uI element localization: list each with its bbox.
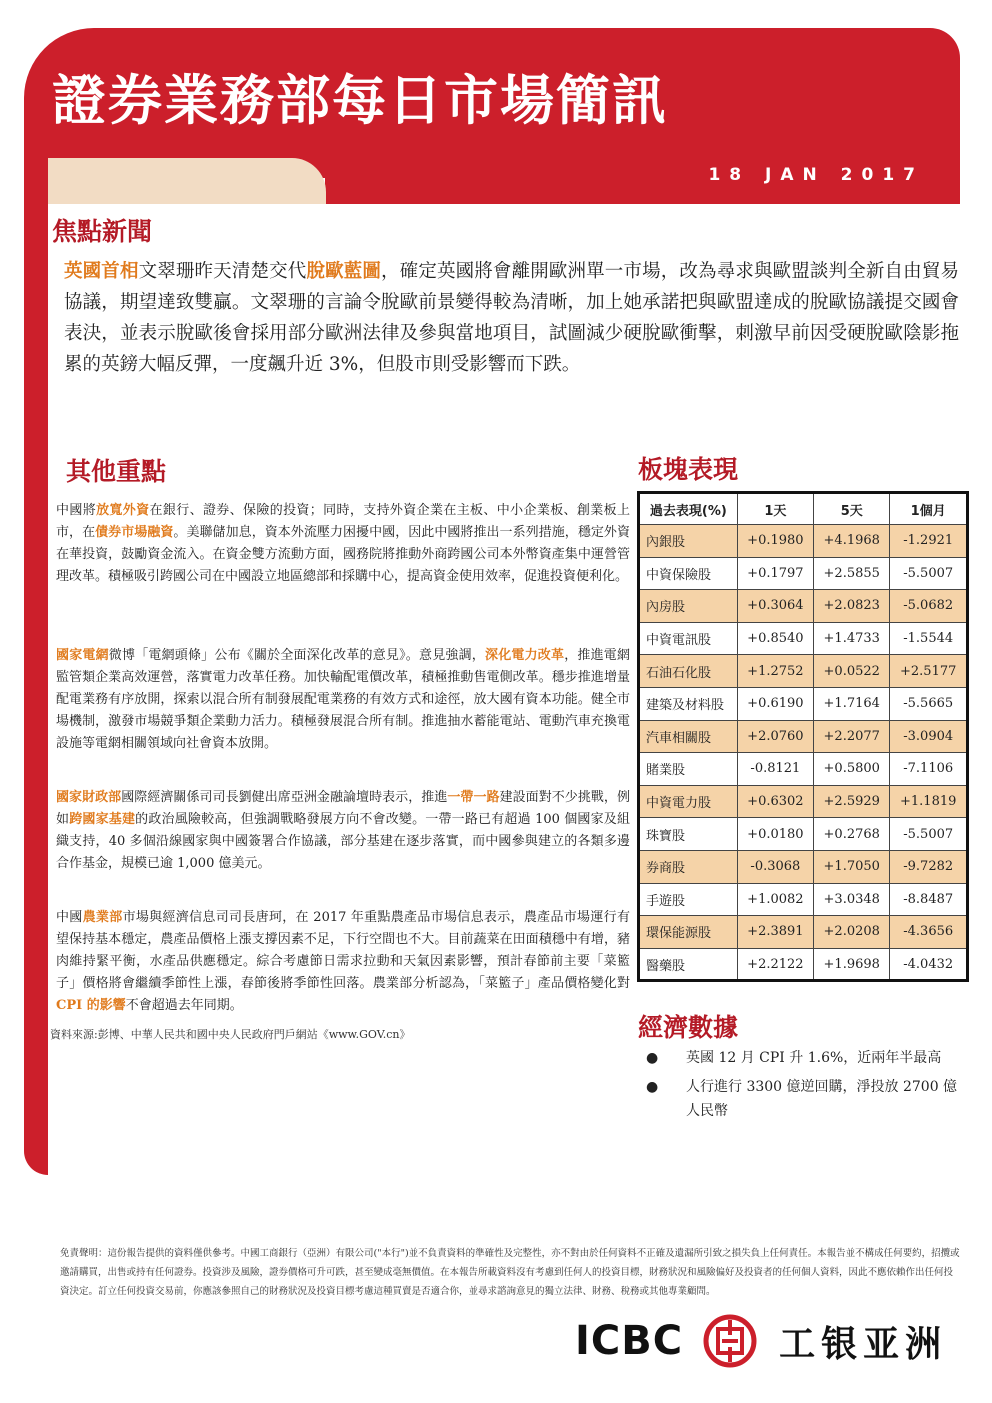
sector-value-cell: +2.5855 <box>814 557 890 590</box>
list-item <box>646 1075 966 1123</box>
header-5d: 5天 <box>814 493 890 525</box>
highlight: 一帶一路 <box>447 790 500 805</box>
text: 在銀行、證券、保險的投資；同時，支持外資企業在主板、中小企業板、創業板上市，在 <box>56 503 630 540</box>
highlight: CPI 的影響 <box>56 998 126 1013</box>
sector-value-cell: -4.0432 <box>890 948 968 981</box>
text: 建設面對不少挑戰，例如 <box>56 790 630 827</box>
page-title: 證券業務部每日市場簡訊 <box>52 69 668 132</box>
sector-name-cell: 內房股 <box>639 590 738 623</box>
sector-value-cell: +2.3891 <box>737 916 813 949</box>
list-item <box>646 1046 966 1070</box>
highlight: 英國首相 <box>64 261 139 282</box>
highlight: 深化電力改革 <box>485 648 565 663</box>
text: 不會超過去年同期。 <box>125 998 243 1013</box>
bullet-icon: ● <box>646 1050 659 1066</box>
sector-value-cell: +1.7164 <box>814 687 890 720</box>
sector-value-cell: +0.1980 <box>737 525 813 558</box>
highlight: 農業部 <box>82 910 123 925</box>
sector-value-cell: -5.5007 <box>890 818 968 851</box>
sector-value-cell: +2.0823 <box>814 590 890 623</box>
table-row <box>639 818 968 851</box>
sector-value-cell: +0.0522 <box>814 655 890 688</box>
text: 中國 <box>56 910 83 925</box>
highlight: 脫歐藍圖 <box>306 261 382 282</box>
sector-value-cell: -3.0904 <box>890 720 968 753</box>
left-accent-bar <box>24 170 48 1175</box>
table-row <box>639 785 968 818</box>
text: 。美聯儲加息，資本外流壓力困擾中國，因此中國將推出一系列措施，穩定外資在華投資，鼓勵資金流入。在資金雙方流動方面，國務院將推動外商跨國公司本外幣資產集中運營管理改革。積極吸引跨國公司在中國設立地區總部和採購中心，提高資金使用效率，促進投資便利化。 <box>56 525 630 584</box>
table-header-row <box>639 493 968 525</box>
disclaimer: 免責聲明：這份報告提供的資料僅供參考。中國工商銀行（亞洲）有限公司("本行")並不負責資料的準確性及完整性，亦不對由於任何資料不正確及遺漏所引致之損失負上任何責任。本報告並不構成任何要約，招攬或邀請購買，出售或持有任何證券。投資涉及風險，證券價格可升可跌，甚至變成毫無價值。在本報告所載資料沒有考慮到任何人的投資目標，財務狀況和風險偏好及投資者的任何個人資料，因此不應依賴作出任何投資決定。訂立任何投資交易前，你應該參照自己的財務狀況及投資目標考慮這種買賣是否適合你，並尋求諮詢意見的獨立法律、財務、稅務或其他專業顧問。 <box>60 1248 960 1297</box>
table-row <box>639 557 968 590</box>
news-paragraph-agriculture <box>56 907 630 1017</box>
header-1d: 1天 <box>737 493 813 525</box>
header-period: 過去表現(%) <box>639 493 738 525</box>
sector-value-cell: +2.2122 <box>737 948 813 981</box>
sector-value-cell: +2.0208 <box>814 916 890 949</box>
sector-table <box>637 491 969 982</box>
sector-name-cell: 手遊股 <box>639 883 738 916</box>
table-row <box>639 655 968 688</box>
sector-value-cell: +3.0348 <box>814 883 890 916</box>
sector-value-cell: +2.2077 <box>814 720 890 753</box>
header-tab <box>48 158 326 204</box>
header-1m: 1個月 <box>890 493 968 525</box>
table-row <box>639 687 968 720</box>
table-row <box>639 720 968 753</box>
text: 中國將 <box>56 503 97 518</box>
text: 市場與經濟信息司司長唐珂，在 2017 年重點農產品市場信息表示，農產品市場運行有望保持基本穩定，農產品價格上漲支撐因素不足，下行空間也不大。目前蔬菜在田面積穩中有增，豬肉維持緊平衡，水產品供應穩定。綜合考慮節日需求拉動和天氣因素影響，預計春節前主要「菜籃子」價格將會繼續季節性上漲，春節後將季節性回落。農業部分析認為，「菜籃子」產品價格變化對 <box>56 910 630 991</box>
sector-value-cell: -1.5544 <box>890 622 968 655</box>
sector-value-cell: -8.8487 <box>890 883 968 916</box>
sector-value-cell: +4.1968 <box>814 525 890 558</box>
news-paragraph-finance <box>56 787 630 875</box>
focus-news-title: 焦點新聞 <box>52 217 153 246</box>
econ-list <box>646 1046 966 1128</box>
sector-value-cell: +2.5177 <box>890 655 968 688</box>
sector-value-cell: -0.8121 <box>737 753 813 786</box>
sector-value-cell: -7.1106 <box>890 753 968 786</box>
text: ，確定英國將會離開歐洲單一市場，改為尋求與歐盟談判全新自由貿易協議，期望達致雙贏。文翠珊的言論令脫歐前景變得較為清晰，加上她承諾把與歐盟達成的脫歐協議提交國會表決，並表示脫歐後會採用部分歐洲法律及參與當地項目，試圖減少硬脫歐衝擊，刺激早前因受硬脫歐陰影拖累的英鎊大幅反彈，一度飆升近 3%，但股市則受影響而下跌。 <box>64 261 959 375</box>
sector-name-cell: 賭業股 <box>639 753 738 786</box>
sector-value-cell: +1.4733 <box>814 622 890 655</box>
text: 國際經濟關係司司長劉健出席亞洲金融論壇時表示，推進 <box>121 790 448 805</box>
text: 微博「電網頭條」公布《關於全面深化改革的意見》。意見強調， <box>108 648 485 663</box>
sector-value-cell: +1.2752 <box>737 655 813 688</box>
sector-value-cell: +2.5929 <box>814 785 890 818</box>
sector-value-cell: -9.7282 <box>890 850 968 883</box>
table-row <box>639 622 968 655</box>
econ-item-text: 人行進行 3300 億逆回購，淨投放 2700 億人民幣 <box>686 1079 958 1119</box>
sector-value-cell: -5.0682 <box>890 590 968 623</box>
highlight: 跨國家基建 <box>69 812 136 827</box>
bullet-icon: ● <box>646 1079 659 1095</box>
logo-wordmark: ICBC <box>575 1318 684 1364</box>
sector-value-cell: -0.3068 <box>737 850 813 883</box>
sector-name-cell: 環保能源股 <box>639 916 738 949</box>
sector-value-cell: +0.6302 <box>737 785 813 818</box>
sector-value-cell: -5.5007 <box>890 557 968 590</box>
news-paragraph-investment <box>56 500 630 588</box>
sector-value-cell: -4.3656 <box>890 916 968 949</box>
table-row <box>639 883 968 916</box>
sector-value-cell: -1.2921 <box>890 525 968 558</box>
sector-name-cell: 珠寶股 <box>639 818 738 851</box>
focus-news-body <box>64 256 959 380</box>
text: ，推進電網監管類企業高效運營，落實電力改革任務。加快輸配電價改革，積極推動售電側改革。穩步推進增量配電業務有序放開，探索以混合所有制發展配電業務的有效方式和途徑，放大國有資本功能。健全市場機制，激發市場競爭類企業動力活力。積極發展混合所有制。推進抽水蓄能電站、電動汽車充換電設施等電網相關領域向社會資本放開。 <box>56 648 630 751</box>
sector-value-cell: +0.3064 <box>737 590 813 623</box>
sector-value-cell: +0.6190 <box>737 687 813 720</box>
report-date: 18 JAN 2017 <box>708 165 924 185</box>
sector-name-cell: 醫藥股 <box>639 948 738 981</box>
table-row <box>639 590 968 623</box>
sector-value-cell: +1.9698 <box>814 948 890 981</box>
icbc-logo <box>575 1316 947 1366</box>
sector-value-cell: +1.7050 <box>814 850 890 883</box>
other-highlights-title: 其他重點 <box>66 457 167 486</box>
sector-value-cell: +0.1797 <box>737 557 813 590</box>
sector-name-cell: 汽車相關股 <box>639 720 738 753</box>
highlight: 國家電網 <box>56 648 109 663</box>
sector-value-cell: +2.0760 <box>737 720 813 753</box>
econ-title: 經濟數據 <box>638 1013 739 1042</box>
news-paragraph-grid <box>56 645 630 755</box>
highlight: 放寬外資 <box>96 503 150 518</box>
sector-value-cell: +1.0082 <box>737 883 813 916</box>
sector-value-cell: +0.8540 <box>737 622 813 655</box>
table-row <box>639 916 968 949</box>
econ-item-text: 英國 12 月 CPI 升 1.6%，近兩年半最高 <box>686 1050 942 1066</box>
logo-chinese-name: 工银亚洲 <box>779 1323 948 1365</box>
icbc-emblem-icon <box>703 1314 757 1368</box>
sector-name-cell: 建築及材料股 <box>639 687 738 720</box>
text: 的政治風險較高，但強調戰略發展方向不會改變。一帶一路已有超過 100 個國家及組織支持，40 多個沿線國家與中國簽署合作協議，部分基建在逐步落實，而中國參與建立的各類多邊合作基金，規模已逾 1,000 億美元。 <box>56 812 630 871</box>
sector-name-cell: 中資電力股 <box>639 785 738 818</box>
sector-title: 板塊表現 <box>638 455 739 484</box>
sector-value-cell: -5.5665 <box>890 687 968 720</box>
table-row <box>639 948 968 981</box>
sector-name-cell: 券商股 <box>639 850 738 883</box>
highlight: 國家財政部 <box>56 790 122 805</box>
sector-value-cell: +0.0180 <box>737 818 813 851</box>
table-body <box>639 525 968 981</box>
sector-name-cell: 中資保險股 <box>639 557 738 590</box>
source-note: 資料來源:彭博、中華人民共和國中央人民政府門戶網站《www.GOV.cn》 <box>50 1028 411 1041</box>
sector-value-cell: +0.2768 <box>814 818 890 851</box>
table-row <box>639 525 968 558</box>
highlight: 債券市場融資 <box>95 525 174 540</box>
sector-value-cell: +0.5800 <box>814 753 890 786</box>
sector-name-cell: 石油石化股 <box>639 655 738 688</box>
sector-name-cell: 內銀股 <box>639 525 738 558</box>
sector-value-cell: +1.1819 <box>890 785 968 818</box>
text: 文翠珊昨天清楚交代 <box>138 261 307 282</box>
sector-name-cell: 中資電訊股 <box>639 622 738 655</box>
table-row <box>639 753 968 786</box>
table-row <box>639 850 968 883</box>
